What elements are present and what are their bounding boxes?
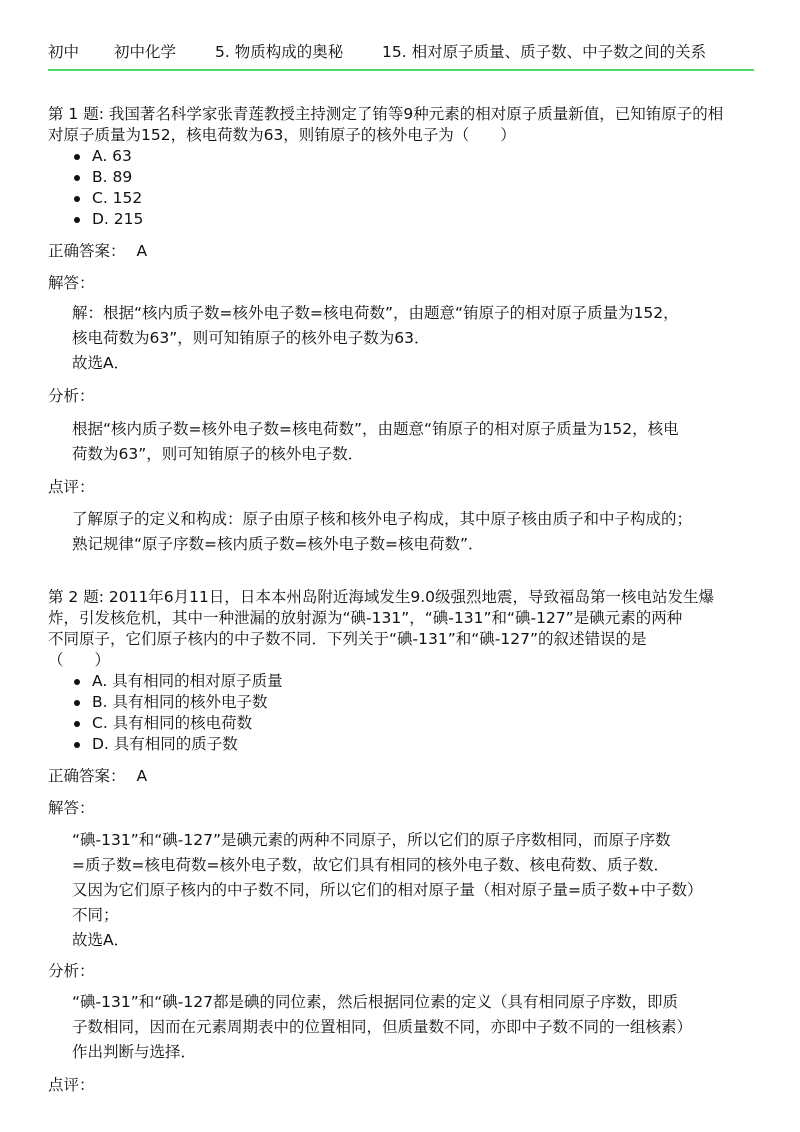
- question-2-options: [48, 671, 754, 755]
- option-item: [48, 188, 754, 209]
- question-stem-line: 第 2 题: 2011年6月11日，日本本州岛附近海域发生9.0级强烈地震，导致福岛第一核电站发生爆: [48, 588, 715, 606]
- analysis-line: 荷数为63”，则可知铕原子的核外电子数．: [72, 445, 364, 463]
- analysis-label: 分析：: [48, 962, 95, 980]
- solution-line: 故选A．: [72, 931, 130, 949]
- comment-label: 点评：: [48, 1076, 95, 1094]
- breadcrumb-subject[interactable]: 初中化学: [114, 43, 177, 61]
- answer-value: A: [136, 767, 148, 785]
- option-text: D. 215: [92, 210, 144, 228]
- comment-line: 了解原子的定义和构成：原子由原子核和核外电子构成，其中原子核由质子和中子构成的；: [72, 510, 693, 528]
- analysis-line: 子数相同，因而在元素周期表中的位置相同，但质量数不同，亦即中子数不同的一组核素）: [72, 1018, 693, 1036]
- analysis-label: 分析：: [48, 387, 95, 405]
- option-item: [48, 209, 754, 230]
- question-2-solution: [48, 828, 778, 953]
- solution-label: 解答：: [48, 274, 95, 292]
- solution-label: 解答：: [48, 799, 95, 817]
- comment-line: 熟记规律“原子序数=核内质子数=核外电子数=核电荷数”．: [72, 535, 484, 553]
- option-item: [48, 713, 754, 734]
- question-stem-line: 第 1 题: 我国著名科学家张青莲教授主持测定了铕等9种元素的相对原子质量新值，已知铕原子的相: [48, 105, 724, 123]
- header-divider: [48, 69, 754, 71]
- breadcrumb-level[interactable]: 初中: [48, 43, 80, 61]
- question-stem-line: 炸，引发核危机，其中一种泄漏的放射源为“碘-131”，“碘-131”和“碘-127”是碘元素的两种: [48, 609, 683, 627]
- breadcrumb-chapter[interactable]: 5. 物质构成的奥秘: [215, 43, 344, 61]
- bullet-icon: [74, 742, 80, 748]
- answer-label: 正确答案：: [48, 767, 126, 785]
- question-2-answer: [48, 765, 754, 787]
- analysis-line: 根据“核内质子数=核外电子数=核电荷数”，由题意“铕原子的相对原子质量为152，核电: [72, 420, 679, 438]
- bullet-icon: [74, 700, 80, 706]
- solution-line: 不同；: [72, 906, 119, 924]
- option-text: D. 具有相同的质子数: [92, 735, 238, 753]
- question-1-stem: [48, 104, 754, 146]
- question-stem-line: （ ）: [48, 651, 111, 669]
- solution-line: 解：根据“核内质子数=核外电子数=核电荷数”，由题意“铕原子的相对原子质量为152，: [72, 304, 679, 322]
- question-1-solution: [48, 301, 778, 376]
- option-text: B. 89: [92, 168, 133, 186]
- question-2-analysis: [48, 990, 778, 1065]
- question-1-answer: [48, 240, 754, 262]
- option-text: C. 152: [92, 189, 143, 207]
- option-item: [48, 734, 754, 755]
- analysis-line: 作出判断与选择．: [72, 1043, 197, 1061]
- breadcrumb: [48, 40, 754, 60]
- option-item: [48, 146, 754, 167]
- comment-label: 点评：: [48, 478, 95, 496]
- answer-label: 正确答案：: [48, 242, 126, 260]
- option-text: A. 63: [92, 147, 132, 165]
- option-item: [48, 671, 754, 692]
- bullet-icon: [74, 175, 80, 181]
- bullet-icon: [74, 217, 80, 223]
- solution-line: 又因为它们原子核内的中子数不同，所以它们的相对原子量（相对原子量=质子数+中子数）: [72, 881, 703, 899]
- analysis-line: “碘-131”和“碘-127都是碘的同位素，然后根据同位素的定义（具有相同原子序数，即质: [72, 993, 678, 1011]
- breadcrumb-topic[interactable]: 15. 相对原子质量、质子数、中子数之间的关系: [382, 43, 707, 61]
- option-text: A. 具有相同的相对原子质量: [92, 672, 283, 690]
- bullet-icon: [74, 721, 80, 727]
- answer-value: A: [136, 242, 148, 260]
- question-2-stem: [48, 587, 754, 671]
- solution-line: 故选A．: [72, 354, 130, 372]
- bullet-icon: [74, 196, 80, 202]
- option-text: B. 具有相同的核外电子数: [92, 693, 268, 711]
- question-1-analysis: [48, 417, 778, 467]
- solution-line: =质子数=核电荷数=核外电子数，故它们具有相同的核外电子数、核电荷数、质子数．: [72, 856, 669, 874]
- bullet-icon: [74, 679, 80, 685]
- option-item: [48, 167, 754, 188]
- option-item: [48, 692, 754, 713]
- question-1-options: [48, 146, 754, 230]
- question-1-comment: [48, 507, 778, 557]
- option-text: C. 具有相同的核电荷数: [92, 714, 253, 732]
- question-stem-line: 对原子质量为152，核电荷数为63，则铕原子的核外电子为（ ）: [48, 126, 516, 144]
- question-stem-line: 不同原子，它们原子核内的中子数不同．下列关于“碘-131”和“碘-127”的叙述错误的是: [48, 630, 647, 648]
- solution-line: 核电荷数为63”，则可知铕原子的核外电子数为63．: [72, 329, 430, 347]
- solution-line: “碘-131”和“碘-127”是碘元素的两种不同原子，所以它们的原子序数相同，而原子序数: [72, 831, 671, 849]
- bullet-icon: [74, 154, 80, 160]
